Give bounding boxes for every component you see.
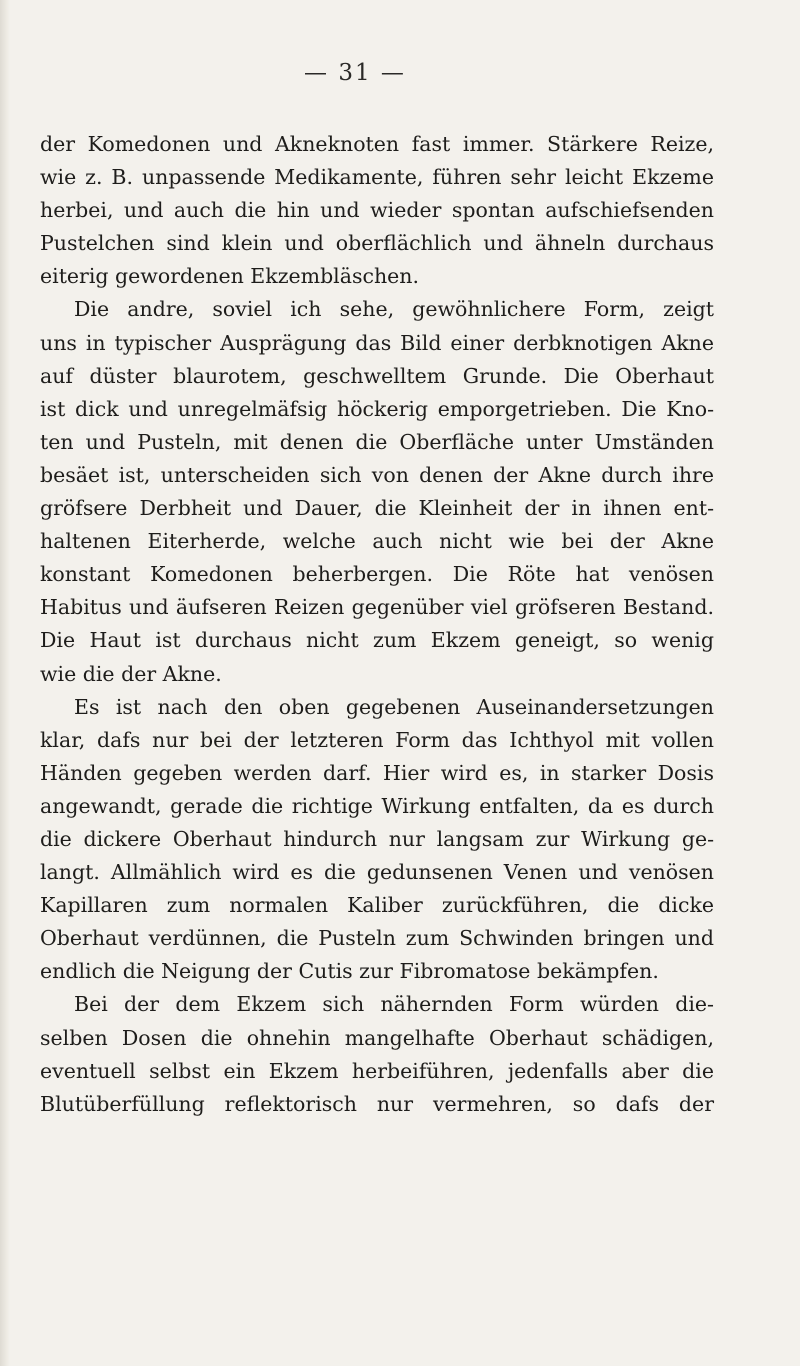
text-line: angewandt, gerade die richtige Wirkung entfalten, da es durch	[40, 793, 714, 818]
page-number: — 31 —	[304, 60, 406, 86]
text-line: uns in typischer Ausprägung das Bild einer derbknotigen Akne	[40, 330, 714, 355]
text-line: Händen gegeben werden darf. Hier wird es, in starker Dosis	[40, 760, 714, 785]
text-line: herbei, und auch die hin und wieder spontan aufschiefsenden	[40, 198, 714, 223]
text-line: ist dick und unregelmäfsig höckerig emporgetrieben. Die Kno-	[40, 396, 714, 421]
text-line: klar, dafs nur bei der letzteren Form das Ichthyol mit vollen	[40, 727, 714, 752]
text-line: Oberhaut verdünnen, die Pusteln zum Schwinden bringen und	[40, 926, 714, 951]
scan-margin-shadow	[0, 0, 10, 1366]
text-line: der Komedonen und Akneknoten fast immer. Stärkere Reize,	[40, 132, 714, 156]
text-line: eventuell selbst ein Ekzem herbeiführen, jedenfalls aber die	[40, 1058, 714, 1083]
text-line: selben Dosen die ohnehin mangelhafte Oberhaut schädigen,	[40, 1025, 714, 1050]
text-line: Bei der dem Ekzem sich nähernden Form würden die-	[74, 992, 714, 1017]
text-line: konstant Komedonen beherbergen. Die Röte hat venösen	[40, 562, 714, 587]
text-line: Pustelchen sind klein und oberflächlich und ähneln durchaus	[40, 231, 714, 256]
text-line: endlich die Neigung der Cutis zur Fibromatose bekämpfen.	[40, 959, 659, 984]
text-line: Die andre, soviel ich sehe, gewöhnlichere Form, zeigt	[74, 297, 714, 322]
text-line: wie z. B. unpassende Medikamente, führen sehr leicht Ekzeme	[40, 165, 714, 190]
text-line: die dickere Oberhaut hindurch nur langsam zur Wirkung ge-	[40, 826, 714, 851]
text-line: Habitus und äufseren Reizen gegenüber viel gröfseren Bestand.	[40, 595, 714, 620]
text-line: wie die der Akne.	[40, 661, 222, 686]
body-text	[40, 128, 714, 1121]
text-line: langt. Allmählich wird es die gedunsenen Venen und venösen	[40, 860, 714, 885]
text-line: besäet ist, unterscheiden sich von denen der Akne durch ihre	[40, 462, 714, 487]
text-line: gröfsere Derbheit und Dauer, die Kleinheit der in ihnen ent-	[40, 496, 714, 521]
text-line: auf düster blaurotem, geschwelltem Grunde. Die Oberhaut	[40, 363, 714, 388]
text-line: Kapillaren zum normalen Kaliber zurückführen, die dicke	[40, 893, 714, 918]
text-line: Blutüberfüllung reflektorisch nur vermehren, so dafs der	[40, 1091, 714, 1116]
text-line: Es ist nach den oben gegebenen Auseinandersetzungen	[74, 694, 714, 719]
text-line: Die Haut ist durchaus nicht zum Ekzem geneigt, so wenig	[40, 628, 714, 653]
text-line: ten und Pusteln, mit denen die Oberfläche unter Umständen	[40, 429, 714, 454]
text-line: eiterig gewordenen Ekzembläschen.	[40, 264, 420, 289]
text-line: haltenen Eiterherde, welche auch nicht wie bei der Akne	[40, 529, 714, 554]
